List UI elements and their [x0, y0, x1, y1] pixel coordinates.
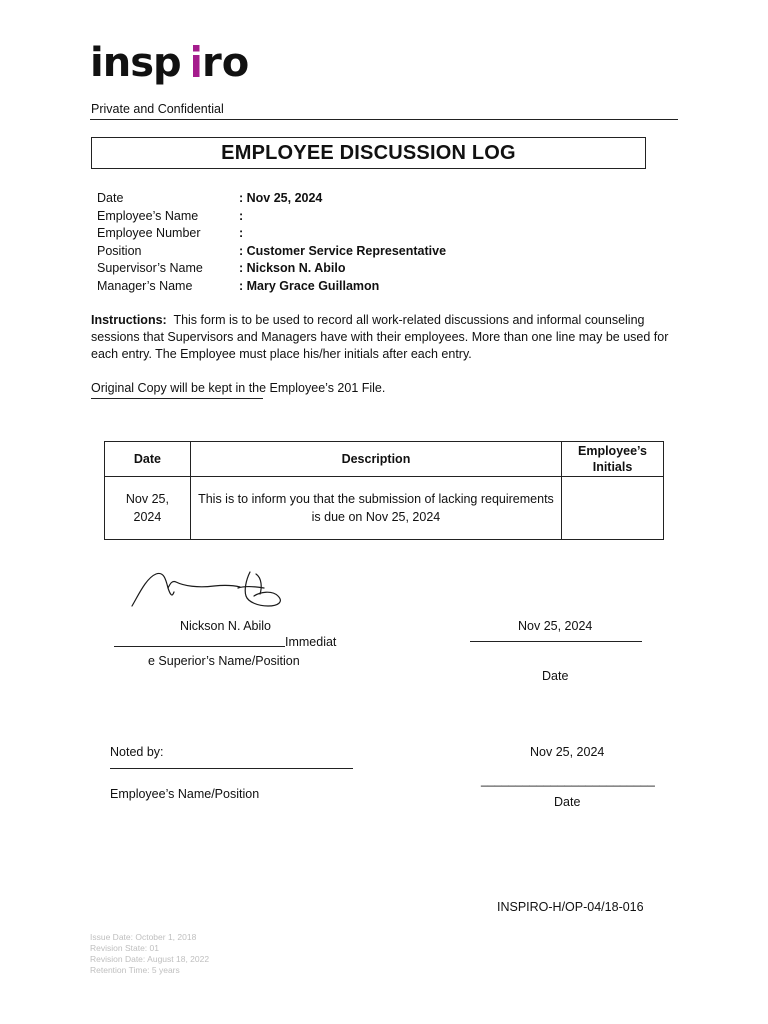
revision-state: Revision State: 01 — [90, 943, 159, 953]
row-initials — [562, 477, 664, 540]
field-label: Supervisor’s Name — [97, 261, 203, 276]
table-row — [105, 477, 664, 540]
revision-date: Revision Date: August 18, 2022 — [90, 954, 210, 964]
field-employee-name — [97, 208, 446, 226]
row-description: This is to inform you that the submission of lacking requirements is due on Nov 25, 2024 — [190, 477, 561, 540]
instructions-paragraph — [91, 312, 687, 364]
noted-date-line: _________________________ — [481, 773, 655, 787]
field-date — [97, 190, 446, 208]
field-value: : Customer Service Representative — [239, 243, 447, 258]
field-supervisor-name — [97, 260, 446, 278]
field-label: Employee Number — [97, 226, 201, 241]
field-value: : Nov 25, 2024 — [239, 191, 323, 205]
retention-time: Retention Time: 5 years — [90, 965, 180, 975]
noted-date-label: Date — [554, 795, 581, 809]
field-label: Employee’s Name — [97, 208, 199, 223]
supervisor-signature — [128, 566, 288, 614]
employee-fields — [97, 190, 446, 296]
field-value: : — [239, 226, 244, 241]
employee-position-label: Employee’s Name/Position — [110, 787, 260, 801]
supervisor-name: Nickson N. Abilo — [180, 619, 272, 633]
supervisor-date-line — [470, 641, 642, 642]
supervisor-date-value: Nov 25, 2024 — [518, 619, 593, 633]
field-value: : Nickson N. Abilo — [239, 261, 346, 276]
field-value: : Mary Grace Guillamon — [239, 278, 380, 293]
noted-by-label: Noted by: — [110, 745, 164, 759]
original-copy-underline — [91, 398, 263, 399]
header-divider — [90, 119, 678, 120]
original-copy-note: Original Copy will be kept in the Employee’s 201 File. — [91, 381, 386, 395]
discussion-log-table — [104, 441, 664, 540]
field-manager-name — [97, 278, 446, 296]
column-header-initials: Employee’s Initials — [562, 442, 664, 477]
inspiro-logo — [90, 40, 250, 86]
noted-by-line — [110, 768, 353, 769]
table-header-row — [105, 442, 664, 477]
field-employee-number — [97, 225, 446, 243]
row-date: Nov 25, 2024 — [105, 477, 191, 540]
field-label: Date — [97, 191, 124, 205]
confidential-label: Private and Confidential — [91, 102, 224, 116]
instructions-text: This form is to be used to record all work-related discussions and informal counseling sessions that Supervisors and Managers have with their employees. More than one line may be used for each entry. The Employee must place his/her initials after each entry. — [91, 313, 669, 362]
supervisor-position-label: Immediat — [285, 635, 337, 649]
svg-text:insp: insp — [90, 40, 181, 86]
field-value: : — [239, 208, 244, 223]
column-header-date: Date — [105, 442, 191, 477]
field-position — [97, 243, 446, 261]
instructions-label: Instructions: — [91, 313, 167, 327]
field-label: Position — [97, 243, 142, 258]
svg-text:ro: ro — [202, 40, 250, 86]
page-title: EMPLOYEE DISCUSSION LOG — [91, 137, 646, 169]
column-header-description: Description — [190, 442, 561, 477]
noted-date-value: Nov 25, 2024 — [530, 745, 605, 759]
issue-date: Issue Date: October 1, 2018 — [90, 932, 197, 942]
field-label: Manager’s Name — [97, 278, 193, 293]
supervisor-date-label: Date — [542, 669, 569, 683]
footer-metadata — [90, 932, 209, 976]
supervisor-position-label-cont: e Superior’s Name/Position — [148, 654, 300, 668]
document-code: INSPIRO-H/OP-04/18-016 — [497, 900, 644, 914]
inspiro-logo-graphic — [90, 40, 250, 86]
supervisor-signature-line — [114, 646, 285, 647]
